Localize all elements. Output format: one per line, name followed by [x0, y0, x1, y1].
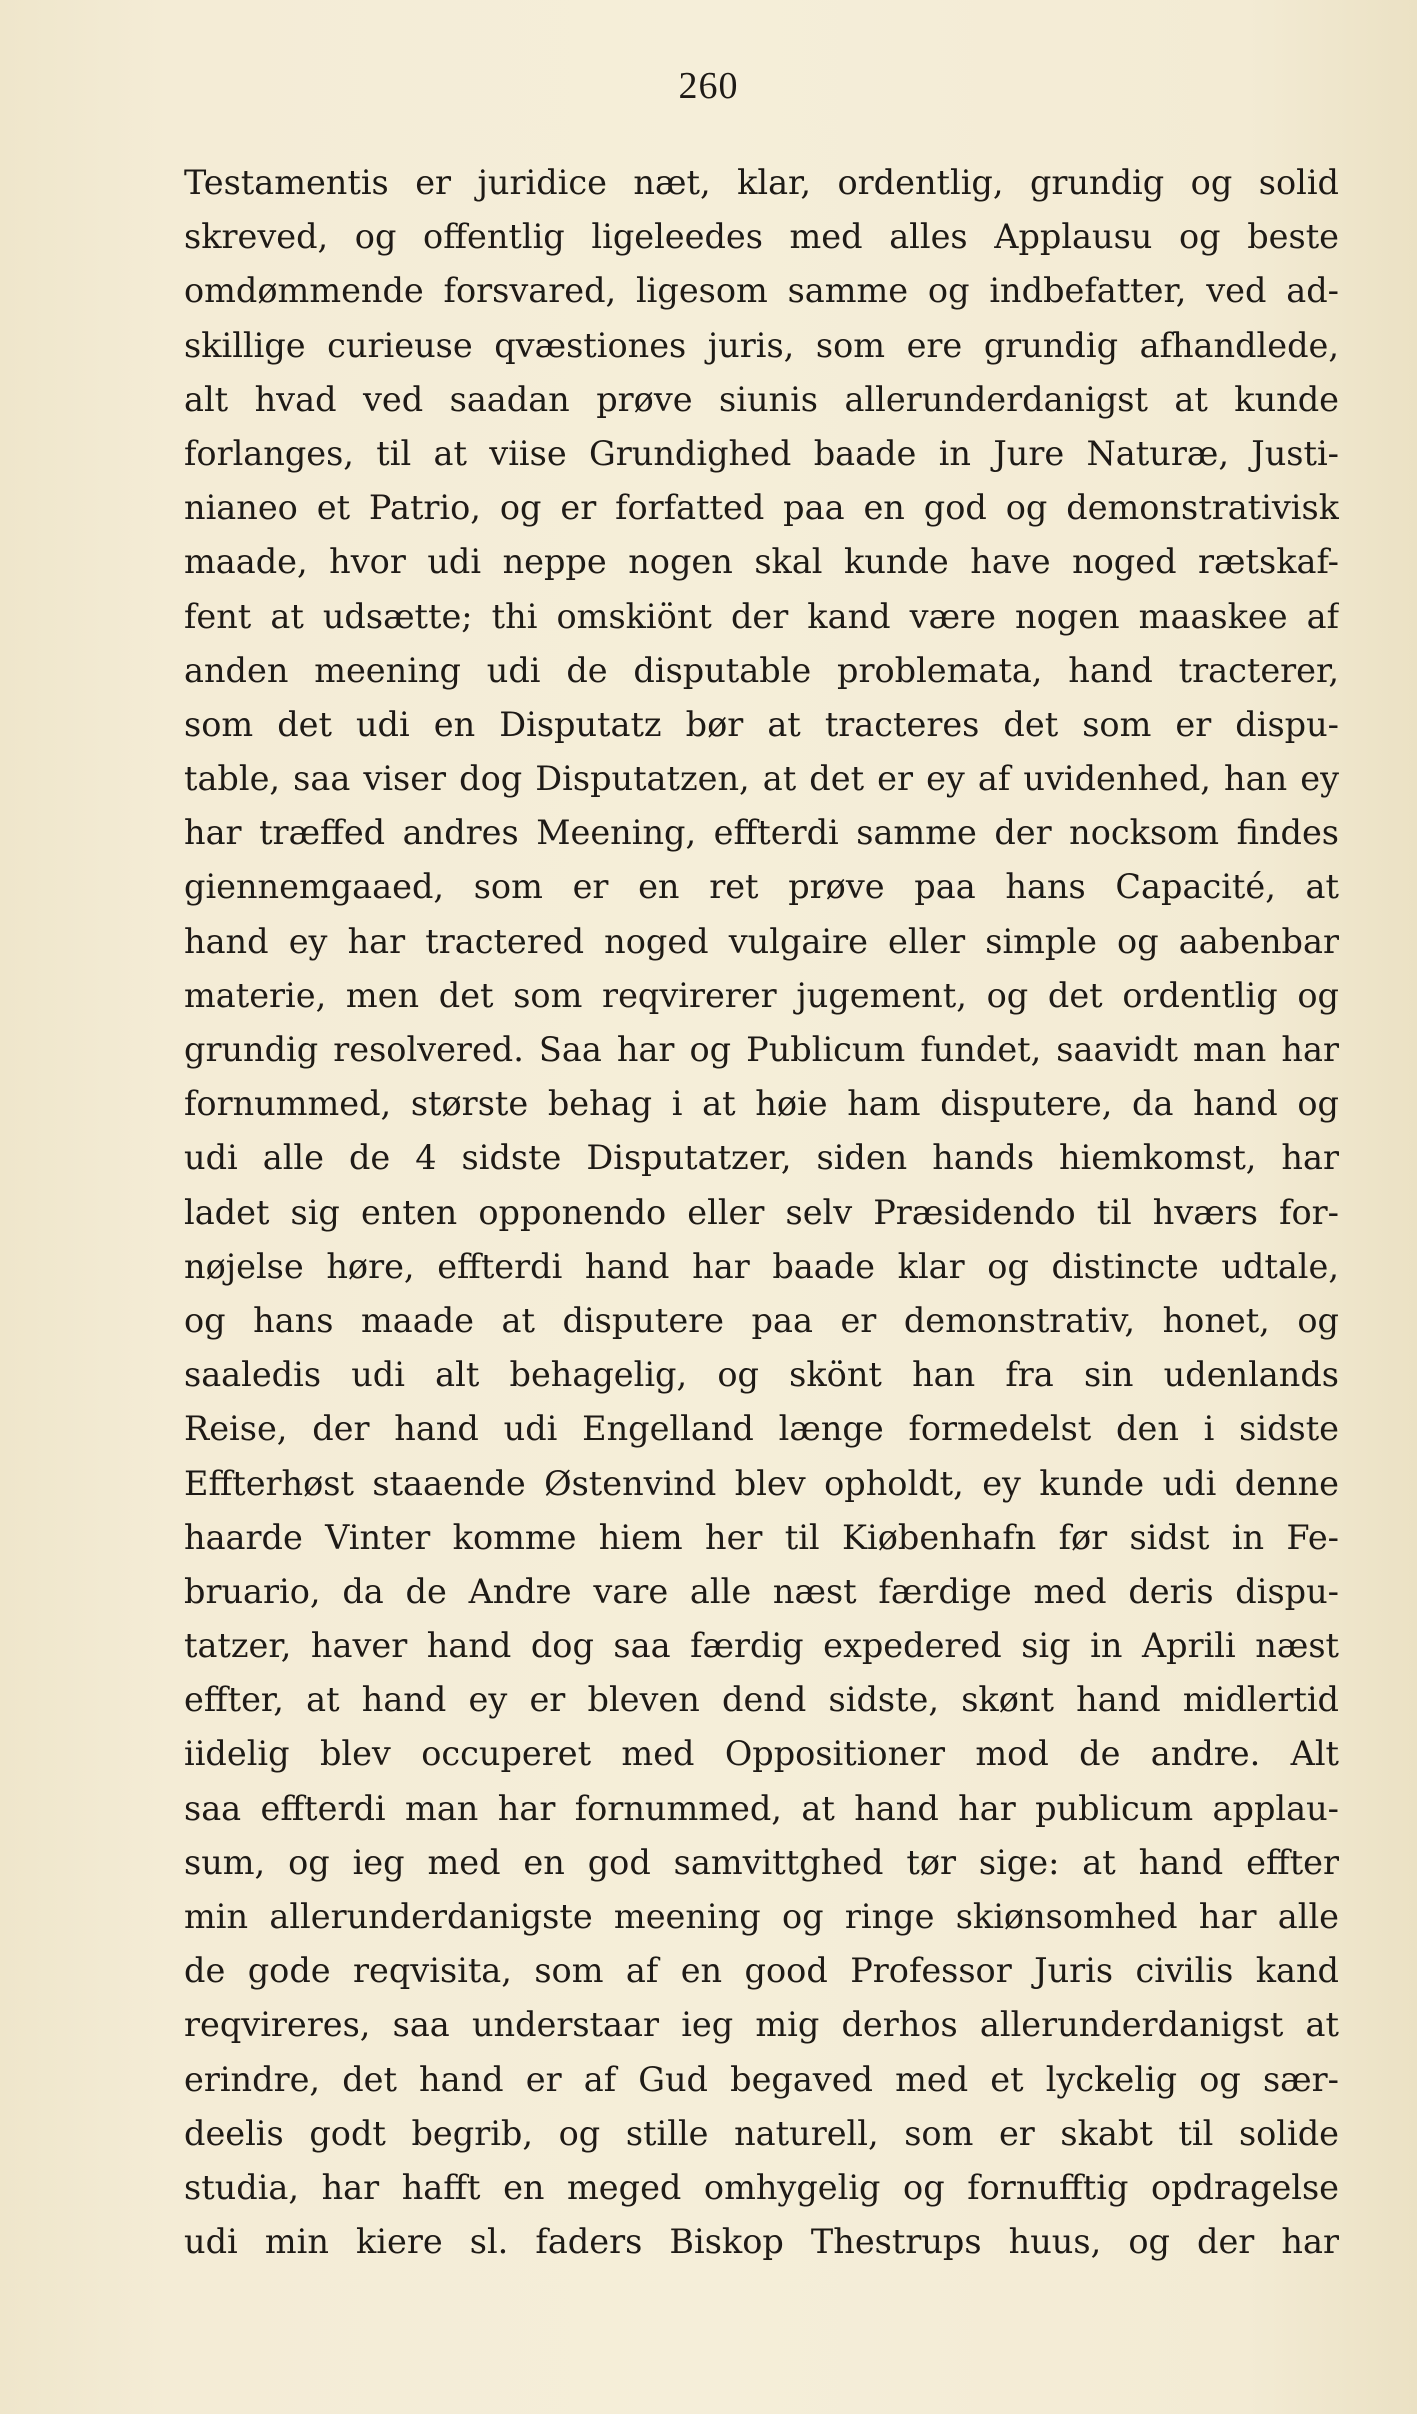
text-line: alt hvad ved saadan prøve siunis allerunderdanigst at kunde	[184, 379, 1339, 419]
text-line: saa effterdi man har fornummed, at hand har publicum applau-	[184, 1788, 1339, 1828]
text-line: skillige curieuse qvæstiones juris, som ere grundig afhandlede,	[184, 325, 1339, 365]
text-line: nianeo et Patrio, og er forfatted paa en god og demonstrativisk	[184, 488, 1339, 528]
text-line: har træffed andres Meening, effterdi samme der nocksom findes	[184, 813, 1339, 853]
text-line: giennemgaaed, som er en ret prøve paa hans Capacité, at	[184, 867, 1339, 907]
text-line: effter, at hand ey er bleven dend sidste, skønt hand midlertid	[184, 1680, 1339, 1720]
text-line: deelis godt begrib, og stille naturell, som er skabt til solide	[184, 2113, 1339, 2153]
text-line: table, saa viser dog Disputatzen, at det er ey af uvidenhed, han ey	[184, 759, 1339, 799]
text-line: reqvireres, saa understaar ieg mig derhos allerunderdanigst at	[184, 2005, 1339, 2045]
text-line: de gode reqvisita, som af en good Professor Juris civilis kand	[184, 1951, 1339, 1991]
text-line: maade, hvor udi neppe nogen skal kunde have noged rætskaf-	[184, 542, 1339, 582]
text-line: studia, har hafft en meged omhygelig og fornufftig opdragelse	[184, 2167, 1339, 2207]
text-line: fornummed, største behag i at høie ham disputere, da hand og	[184, 1084, 1339, 1124]
text-line: forlanges, til at viise Grundighed baade in Jure Naturæ, Justi-	[184, 433, 1339, 473]
text-line: ladet sig enten opponendo eller selv Præsidendo til hværs for-	[184, 1192, 1339, 1232]
text-line: skreved, og offentlig ligeleedes med alles Applausu og beste	[184, 217, 1339, 257]
text-line: bruario, da de Andre vare alle næst færdige med deris dispu-	[184, 1571, 1339, 1611]
text-line: udi alle de 4 sidste Disputatzer, siden hands hiemkomst, har	[184, 1138, 1339, 1178]
text-line: sum, og ieg med en god samvittghed tør sige: at hand effter	[184, 1842, 1339, 1882]
body-text	[184, 156, 1339, 2269]
text-line: Effterhøst staaende Østenvind blev opholdt, ey kunde udi denne	[184, 1463, 1339, 1503]
text-line: udi min kiere sl. faders Biskop Thestrups huus, og der har	[184, 2222, 1339, 2262]
text-line: materie, men det som reqvirerer jugement, og det ordentlig og	[184, 975, 1339, 1015]
text-line: grundig resolvered. Saa har og Publicum fundet, saavidt man har	[184, 1030, 1339, 1069]
page-number: 260	[678, 65, 739, 107]
text-line: hand ey har tractered noged vulgaire eller simple og aabenbar	[184, 921, 1339, 961]
text-line: haarde Vinter komme hiem her til Kiøbenhafn før sidst in Fe-	[184, 1517, 1339, 1557]
text-line: nøjelse høre, effterdi hand har baade klar og distincte udtale,	[184, 1246, 1339, 1286]
text-line: fent at udsætte; thi omskiönt der kand være nogen maaskee af	[184, 596, 1339, 636]
text-line: som det udi en Disputatz bør at tracteres det som er dispu-	[184, 704, 1339, 744]
text-line: anden meening udi de disputable problemata, hand tracterer,	[184, 650, 1339, 690]
text-line: tatzer, haver hand dog saa færdig expedered sig in Aprili næst	[184, 1626, 1339, 1666]
text-line: Testamentis er juridice næt, klar, ordentlig, grundig og solid	[184, 163, 1339, 202]
text-line: erindre, det hand er af Gud begaved med et lyckelig og sær-	[184, 2059, 1339, 2099]
text-line: saaledis udi alt behagelig, og skönt han fra sin udenlands	[184, 1355, 1339, 1395]
text-line: min allerunderdanigste meening og ringe skiønsomhed har alle	[184, 1897, 1339, 1936]
text-line: og hans maade at disputere paa er demonstrativ, honet, og	[184, 1300, 1339, 1340]
text-line: omdømmende forsvared, ligesom samme og indbefatter, ved ad-	[184, 271, 1339, 311]
text-line: iidelig blev occuperet med Oppositioner mod de andre. Alt	[184, 1734, 1339, 1774]
text-line: Reise, der hand udi Engelland længe formedelst den i sidste	[184, 1409, 1339, 1449]
